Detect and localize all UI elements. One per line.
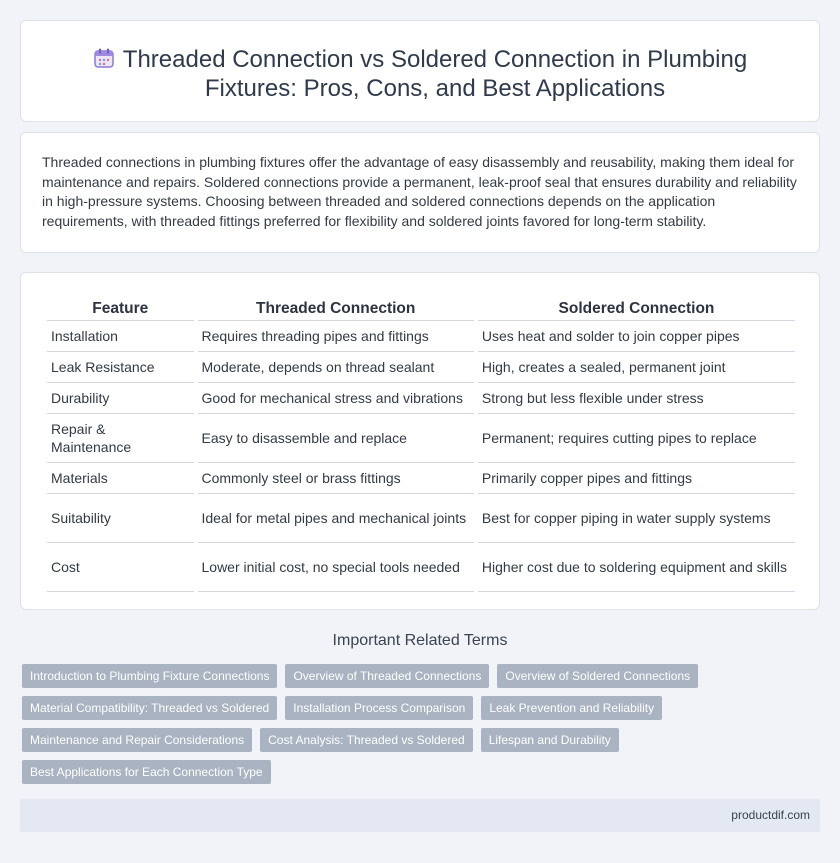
header-threaded: Threaded Connection — [198, 295, 474, 321]
table-cell: Installation — [47, 321, 194, 352]
table-row — [47, 321, 795, 352]
related-terms-list — [22, 664, 722, 792]
related-term-tag[interactable]: Maintenance and Repair Considerations — [22, 728, 252, 752]
table-row — [47, 352, 795, 383]
table-cell: Materials — [47, 463, 194, 494]
table-cell: Suitability — [47, 494, 194, 543]
table-cell: Good for mechanical stress and vibrations — [198, 383, 474, 414]
table-row — [47, 414, 795, 463]
table-cell: Commonly steel or brass fittings — [198, 463, 474, 494]
table-row — [47, 383, 795, 414]
related-term-tag[interactable]: Best Applications for Each Connection Type — [22, 760, 271, 784]
footer — [20, 799, 820, 832]
table-cell: Easy to disassemble and replace — [198, 414, 474, 463]
table-row — [47, 494, 795, 543]
table-cell: Durability — [47, 383, 194, 414]
comparison-table — [43, 295, 799, 592]
table-cell: Strong but less flexible under stress — [478, 383, 795, 414]
related-term-tag[interactable]: Leak Prevention and Reliability — [481, 696, 662, 720]
table-cell: Primarily copper pipes and fittings — [478, 463, 795, 494]
table-cell: Best for copper piping in water supply systems — [478, 494, 795, 543]
table-header-row — [47, 295, 795, 321]
related-terms-heading: Important Related Terms — [332, 632, 508, 649]
related-term-tag[interactable]: Overview of Threaded Connections — [285, 664, 489, 688]
table-cell: Requires threading pipes and fittings — [198, 321, 474, 352]
header-feature: Feature — [47, 295, 194, 321]
intro-paragraph: Threaded connections in plumbing fixtures offer the advantage of easy disassembly and reusability, making them ideal for maintenance and repairs. Soldered connections provide a permanent, leak-proof seal that ensures durability and reliability in high-pressure systems. Choosing between threaded and soldered connections depends on the application requirements, with threaded fittings preferred for flexibility and soldered joints favored for long-term stability. — [42, 154, 797, 229]
intro-card — [20, 132, 820, 253]
table-cell: Lower initial cost, no special tools needed — [198, 543, 474, 592]
related-term-tag[interactable]: Material Compatibility: Threaded vs Soldered — [22, 696, 277, 720]
table-cell: High, creates a sealed, permanent joint — [478, 352, 795, 383]
table-cell: Ideal for metal pipes and mechanical joints — [198, 494, 474, 543]
related-term-tag[interactable]: Cost Analysis: Threaded vs Soldered — [260, 728, 473, 752]
table-cell: Higher cost due to soldering equipment and skills — [478, 543, 795, 592]
related-term-tag[interactable]: Introduction to Plumbing Fixture Connections — [22, 664, 277, 688]
page-title: Threaded Connection vs Soldered Connection in Plumbing Fixtures: Pros, Cons, and Best Applications — [122, 46, 748, 102]
related-term-tag[interactable]: Installation Process Comparison — [285, 696, 473, 720]
table-row — [47, 463, 795, 494]
title-card — [20, 20, 820, 122]
table-cell: Uses heat and solder to join copper pipes — [478, 321, 795, 352]
table-cell: Cost — [47, 543, 194, 592]
table-cell: Repair & Maintenance — [47, 414, 194, 463]
comparison-table-card — [20, 272, 820, 610]
table-row — [47, 543, 795, 592]
table-cell: Leak Resistance — [47, 352, 194, 383]
table-cell: Moderate, depends on thread sealant — [198, 352, 474, 383]
related-term-tag[interactable]: Lifespan and Durability — [481, 728, 619, 752]
header-soldered: Soldered Connection — [478, 295, 795, 321]
table-cell: Permanent; requires cutting pipes to replace — [478, 414, 795, 463]
related-term-tag[interactable]: Overview of Soldered Connections — [497, 664, 698, 688]
footer-site-link[interactable]: productdif.com — [731, 808, 810, 822]
